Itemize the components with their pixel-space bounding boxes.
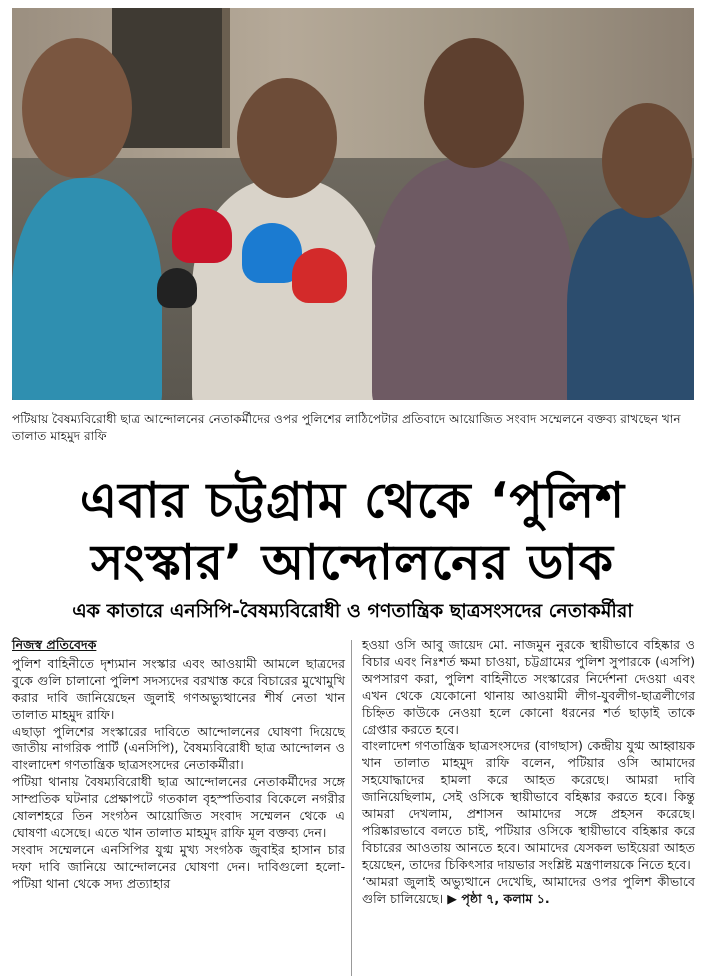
article-paragraph: পুলিশ বাহিনীতে দৃশ্যমান সংস্কার এবং আওয়ামী আমলে ছাত্রদের বুকে গুলি চালানো পুলিশ সদস্যদের বরখাস্ত করে বিচারের মুখোমুখি করার দাবি জানিয়েছেন জুলাই গণঅভ্যুত্থানের শীর্ষ নেতা খান তালাত মাহমুদ রাফি। bbox=[12, 655, 345, 722]
continuation-link[interactable]: ▶ পৃষ্ঠা ৭, কলাম ১. bbox=[447, 890, 550, 906]
subheadline: এক কাতারে এনসিপি-বৈষম্যবিরোধী ও গণতান্ত্রিক ছাত্রসংসদের নেতাকর্মীরা bbox=[72, 600, 633, 622]
article-paragraph-text: ‘আমরা জুলাই অভ্যুত্থানে দেখেছি, আমাদের ওপর পুলিশ কীভাবে গুলি চালিয়েছে। bbox=[362, 873, 695, 906]
byline: নিজস্ব প্রতিবেদক bbox=[12, 637, 97, 652]
photo-person-speaker bbox=[192, 178, 382, 400]
photo-person-right bbox=[567, 208, 694, 400]
photo-head-center bbox=[424, 38, 524, 168]
photo-head-right bbox=[602, 103, 692, 218]
article-paragraph: এছাড়া পুলিশের সংস্কারের দাবিতে আন্দোলনের ঘোষণা দিয়েছে জাতীয় নাগরিক পার্টি (এনসিপি), বৈষম্যবিরোধী ছাত্র আন্দোলন ও বাংলাদেশ গণতান্ত্রিক ছাত্রসংসদের নেতাকর্মীরা। bbox=[12, 723, 345, 773]
article-column-right bbox=[362, 637, 695, 908]
press-conference-photo bbox=[12, 8, 694, 400]
article-column-left bbox=[12, 637, 345, 893]
headline-line-2: সংস্কার’ আন্দোলনের ডাক bbox=[91, 534, 614, 591]
photo-microphone bbox=[157, 268, 197, 308]
article-paragraph: সংবাদ সম্মেলনে এনসিপির যুগ্ম মুখ্য সংগঠক জুবাইর হাসান চার দফা দাবি জানিয়ে আন্দোলনের ঘোষণা দেন। দাবিগুলো হলো- পটিয়া থানা থেকে সদ্য প্রত্যাহার bbox=[12, 841, 345, 891]
headline bbox=[0, 470, 705, 594]
article-paragraph: পটিয়া থানায় বৈষম্যবিরোধী ছাত্র আন্দোলনের নেতাকর্মীদের সঙ্গে সাম্প্রতিক ঘটনার প্রেক্ষাপটে গতকাল বৃহস্পতিবার বিকেলে নগরীর ষোলশহরে তিন সংগঠন আয়োজিত সংবাদ সম্মেলন থেকে এ ঘোষণা এসেছে। এতে খান তালাত মাহমুদ রাফি মূল বক্তব্য দেন। bbox=[12, 774, 345, 840]
photo-microphone bbox=[292, 248, 347, 303]
article-paragraph bbox=[362, 874, 695, 908]
photo-caption: পটিয়ায় বৈষম্যবিরোধী ছাত্র আন্দোলনের নেতাকর্মীদের ওপর পুলিশের লাঠিপেটার প্রতিবাদে আয়োজিত সংবাদ সম্মেলনে বক্তব্য রাখছেন খান তালাত মাহমুদ রাফি bbox=[12, 412, 681, 443]
photo-microphone bbox=[172, 208, 232, 263]
column-divider bbox=[351, 640, 352, 976]
article-paragraph: হওয়া ওসি আবু জায়েদ মো. নাজমুন নুরকে স্থায়ীভাবে বহিষ্কার ও বিচার এবং নিঃশর্ত ক্ষমা চাওয়া, চট্টগ্রামের পুলিশ সুপারকে (এসপি) অপসারণ করা, পুলিশ বাহিনীতে সংস্কারের নির্দেশনা দেওয়া এবং এখন থেকে যেকোনো থানায় আওয়ামী লীগ-যুবলীগ-ছাত্রলীগের চিহ্নিত কাউকে নেওয়া হলে কোনো ধরনের শর্ত ছাড়াই তাকে গ্রেপ্তার করতে হবে। bbox=[362, 637, 695, 737]
headline-line-1: এবার চট্টগ্রাম থেকে ‘পুলিশ bbox=[79, 472, 626, 529]
photo-person-left bbox=[12, 178, 162, 400]
photo-person-center bbox=[372, 158, 572, 400]
photo-head-speaker bbox=[237, 78, 337, 198]
photo-head-left bbox=[22, 38, 132, 178]
article-paragraph: বাংলাদেশ গণতান্ত্রিক ছাত্রসংসদের (বাগছাস) কেন্দ্রীয় যুগ্ম আহ্বায়ক খান তালাত মাহমুদ রাফি বলেন, পটিয়ার ওসি আমাদের সহযোদ্ধাদের হামলা করে আহত করেছে। আমরা দাবি জানিয়েছিলাম, সেই ওসিকে স্থায়ীভাবে বহিষ্কার করতে হবে। কিন্তু আমরা দেখলাম, প্রশাসন আমাদের সঙ্গে প্রহসন করেছে। পরিষ্কারভাবে বলতে চাই, পটিয়ার ওসিকে স্থায়ীভাবে বহিষ্কার করে বিচারের আওতায় আনতে হবে। আমাদের যেসকল ভাইয়েরা আহত হয়েছেন, তাদের চিকিৎসার দায়ভার সংশ্লিষ্ট মন্ত্রণালয়কে নিতে হবে। bbox=[362, 738, 695, 872]
